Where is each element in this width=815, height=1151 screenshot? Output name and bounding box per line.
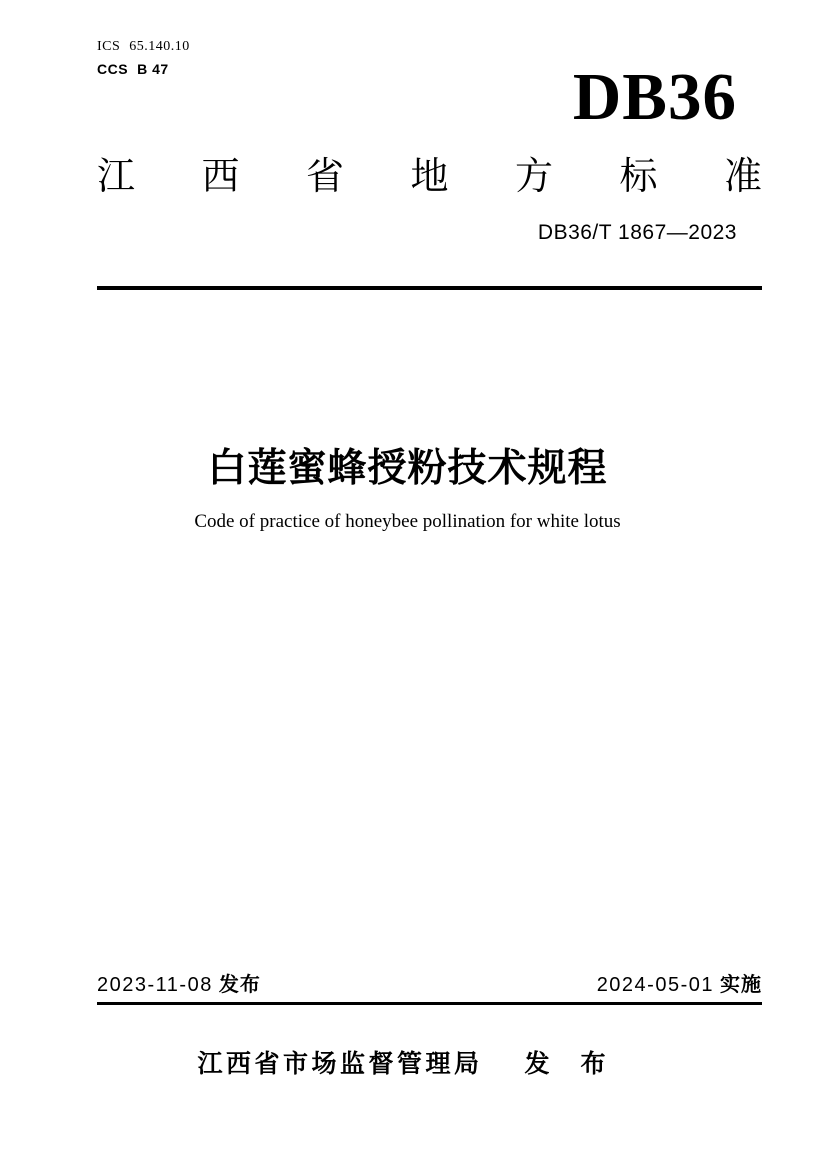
ccs-label: CCS	[97, 61, 129, 77]
publisher-line	[0, 1044, 815, 1080]
standard-type-title: 江 西 省 地 方 标 准	[97, 156, 762, 198]
issue-date-label: 发布	[218, 974, 261, 996]
ccs-code: B 47	[137, 61, 169, 77]
ccs-code-line	[97, 58, 190, 80]
publish-action-label: 发 布	[524, 1050, 618, 1078]
implementation-date-label: 实施	[720, 974, 762, 996]
classification-codes	[97, 36, 190, 80]
ics-code-line	[97, 36, 190, 58]
publisher-name: 江西省市场监督管理局	[197, 1050, 483, 1078]
header-rule	[97, 286, 762, 290]
db36-logo: DB36	[572, 60, 737, 134]
issue-date-group	[97, 968, 261, 997]
implementation-date: 2024-05-01	[596, 974, 714, 996]
issue-date: 2023-11-08	[97, 974, 213, 996]
ics-label: ICS	[97, 39, 121, 54]
document-title-en: Code of practice of honeybee pollination for white lotus	[194, 511, 621, 532]
dates-rule-row	[97, 968, 762, 1005]
implementation-date-group	[597, 968, 762, 997]
standard-number: DB36/T 1867—2023	[537, 221, 737, 244]
ics-code: 65.140.10	[129, 39, 190, 54]
document-title-cn: 白莲蜜蜂授粉技术规程	[207, 447, 608, 490]
